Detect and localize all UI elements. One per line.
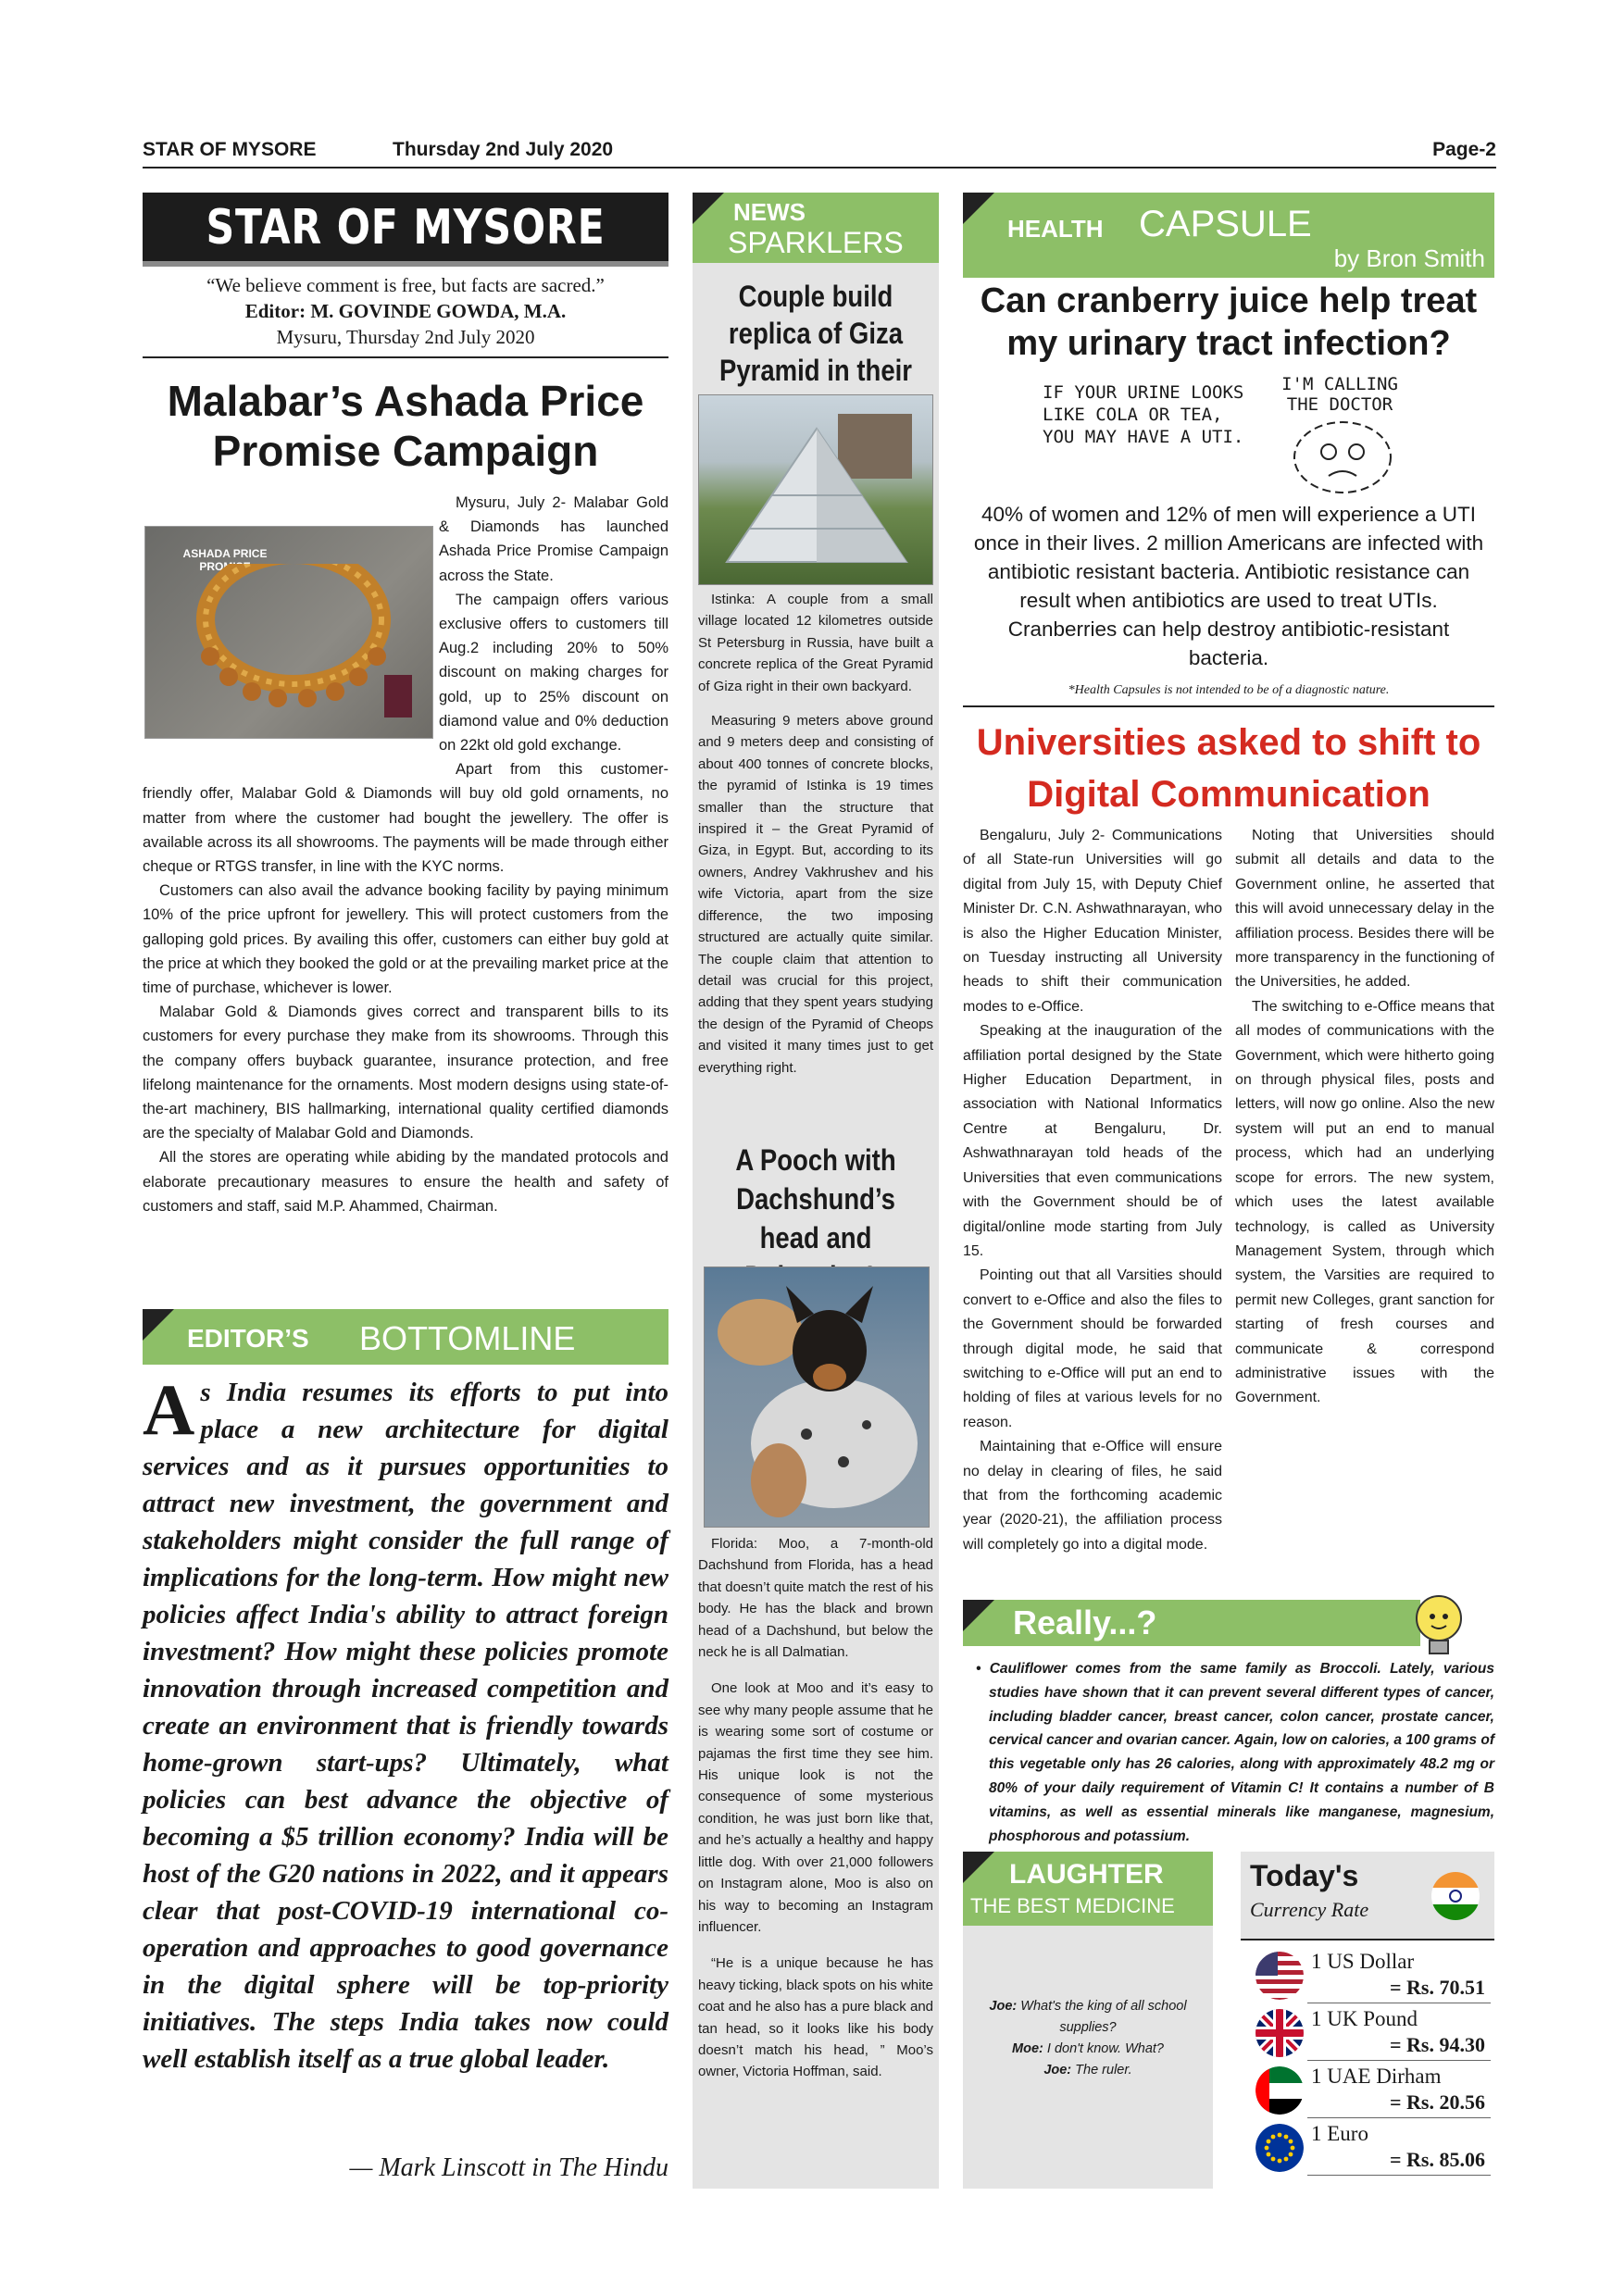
health-cartoon	[1018, 374, 1426, 498]
joke-punchline-text: The ruler.	[1075, 2063, 1132, 2078]
banner-corner-mark	[963, 1852, 994, 1883]
currency-name: 1 US Dollar	[1311, 1950, 1415, 1973]
health-banner	[963, 193, 1494, 278]
currency-name: 1 UAE Dirham	[1311, 2065, 1442, 2088]
universities-paragraph-4: Maintaining that e-Office will ensure no delay in clearing of files, he said that from the forthcoming academic year (2020-21), the affiliation process will completely go into a digital mode.	[963, 1439, 1222, 1553]
universities-paragraph-6: The switching to e-Office means that all modes of communications with the Government, which were hitherto going on through physical files, posts and letters, will now go online. Also the new system will put an end to manual process, which had an underlying scope for errors. The new system, which uses the latest available technology, is called as University Management System, through which system, the Varsities are required to permit new Colleges, grant sanction for starting of fresh courses and communicate & correspond administrative issues with the Government.	[1235, 998, 1494, 1406]
currency-value: = Rs. 70.51	[1390, 1976, 1485, 1999]
banner-corner-mark	[963, 193, 994, 224]
joke-speaker-2: Moe:	[1012, 2041, 1043, 2056]
currency-value: = Rs. 20.56	[1390, 2090, 1485, 2114]
bottomline-text: s India resumes its efforts to put into place a new architecture for digital services and as it pursues opportunities to attract new investment, the government and stakeholders might consider the full range of implications for the long-term. How might new policies affect India's ability to attract foreign investment? How might these policies promote innovation through increased competition and create an environment that is friendly towards home-grown start-ups? Ultimately, what policies can best advance the objective of becoming a $5 trillion economy? India will be host of the G20 nations in 2022, and it appears clear that post-COVID-19 international co-operation and approaches to good governance in the digital sphere will be top-priority initiatives. The steps India takes now could well establish itself as a true global leader.	[143, 1378, 668, 2074]
pooch-paragraph-1: Florida: Moo, a 7-month-old Dachshund from Florida, has a head that doesn’t quite match the rest of his body. He has the black and brown head of a Dachshund, but below the neck he is all Dalmatian.	[698, 1536, 933, 1661]
universities-paragraph-2: Speaking at the inauguration of the affiliation portal designed by the State Higher Education Department, in association with National Informatics Centre at Bengaluru, Dr. Ashwathnarayan told heads of the Universities that even communications with the Government should be of digital/online mode starting from July 15.	[963, 1023, 1222, 1259]
currency-subtitle: Currency Rate	[1250, 1898, 1369, 1921]
malabar-paragraph-1: Mysuru, July 2- Malabar Gold & Diamonds has launched Ashada Price Promise Campaign across the State.	[439, 494, 668, 584]
currency-row-usd	[1252, 1948, 1491, 2003]
health-label-light: CAPSULE	[1139, 204, 1312, 244]
health-headline: Can cranberry juice help treat my urinary tract infection?	[980, 281, 1478, 363]
banner-corner-mark	[963, 1600, 994, 1631]
row-divider	[1307, 2060, 1491, 2061]
dog-illustration	[705, 1267, 931, 1529]
joke-answer	[967, 2039, 1209, 2060]
universities-headline: Universities asked to shift to Digital Communication	[976, 722, 1481, 815]
pyramid-story	[698, 589, 933, 1079]
bottomline-label-bold: EDITOR’S	[187, 1324, 309, 1353]
really-fact	[963, 1657, 1494, 1848]
health-byline: by Bron Smith	[1333, 244, 1485, 272]
masthead-dateline: Mysuru, Thursday 2nd July 2020	[143, 326, 668, 358]
universities-column-1	[963, 824, 1222, 1557]
row-divider	[1307, 2175, 1491, 2176]
masthead-logo-text: STAR OF MYSORE	[206, 200, 606, 256]
worried-face-icon	[1287, 417, 1398, 496]
malabar-paragraph-5: Malabar Gold & Diamonds gives correct and transparent bills to its customers for every purchase they make from its showrooms. Through this the company offers buyback guarantee, insurance protection, and free lifelong maintenance for the ornaments. Most modern designs using state-of-the-art machinery, BIS hallmarking, international quality certified diamonds are the specialty of Malabar Gold and Diamonds.	[143, 1004, 668, 1142]
currency-title: Today's	[1250, 1859, 1359, 1892]
uae-flag-icon	[1255, 2066, 1304, 2115]
pooch-headline: A Pooch with Dachshund’s head and	[735, 1143, 896, 1254]
pyramid-headline: Couple build replica of Giza Pyramid in their	[719, 280, 912, 387]
joke-question-text: What's the king of all school supplies?	[1020, 1999, 1187, 2035]
banner-corner-mark	[143, 1309, 174, 1341]
laughter-banner	[963, 1852, 1213, 1926]
universities-paragraph-3: Pointing out that all Varsities should convert to e-Office and also the files to the Government should be forwarded through digital mode, he said that switching to e-Office will put an end to holding of files at various levels for no reason.	[963, 1267, 1222, 1430]
malabar-paragraph-2: The campaign offers various exclusive offers to customers till Aug.2 including 20% to 50% discount on making charges for gold, up to 25% discount on diamond value and 0% deduction on 22kt old gold exchange.	[439, 591, 668, 755]
currency-name: 1 UK Pound	[1311, 2007, 1418, 2030]
laughter-label-bottom: THE BEST MEDICINE	[970, 1894, 1175, 1917]
universities-paragraph-5: Noting that Universities should submit all details and data to the Government online, he asserted that this will avoid unnecessary delay in the affiliation process. Besides there will be more transparency in the functioning of the Universities, he added.	[1235, 828, 1494, 991]
uk-flag-icon	[1255, 2009, 1304, 2057]
malabar-photo-caption: ASHADA PRICE PROMISE	[182, 547, 268, 573]
currency-value: = Rs. 94.30	[1390, 2033, 1485, 2056]
currency-name: 1 Euro	[1311, 2122, 1368, 2145]
bottomline-dropcap: A	[143, 1369, 195, 1450]
really-label: Really...?	[1013, 1603, 1157, 1641]
banner-corner-mark	[693, 193, 724, 224]
universities-column-2	[1235, 824, 1494, 1411]
sparklers-label-top: NEWS	[733, 198, 806, 226]
pooch-paragraph-2: One look at Moo and it’s easy to see why many people assume that he is wearing some sort of costume or pajamas the first time they see him. His unique look is not the consequence of some mysterious condition, he was just born like that, and he’s actually a healthy and happy little dog. With over 21,000 followers on Instagram alone, Moo is also on his way to becoming an Instagram influencer.	[698, 1680, 933, 1935]
health-label-bold: HEALTH	[1007, 215, 1104, 243]
cartoon-left-text: IF YOUR URINE LOOKS LIKE COLA OR TEA, YOU MAY HAVE A UTI.	[1043, 382, 1244, 447]
row-divider	[1307, 2117, 1491, 2118]
sparklers-label-bottom: SPARKLERS	[728, 226, 904, 259]
joke-answer-text: I don't know. What?	[1046, 2041, 1164, 2056]
header-date: Thursday 2nd July 2020	[393, 139, 614, 160]
page-header	[143, 139, 1496, 168]
currency-value: = Rs. 85.06	[1390, 2148, 1485, 2171]
pyramid-illustration	[699, 395, 934, 586]
eu-flag-icon	[1255, 2124, 1304, 2172]
cartoon-right-text: I'M CALLING THE DOCTOR	[1281, 374, 1398, 415]
bottomline-editorial	[143, 1369, 668, 2078]
malabar-paragraph-4: Customers can also avail the advance booking facility by paying minimum 10% of the price upfront for jewellery. This will protect customers from the galloping gold prices. By availing this offer, customers can either buy gold at the price at which they booked the gold or at the prevailing market price at the time of purchase, whichever is lower.	[143, 882, 668, 997]
bottomline-banner	[143, 1309, 668, 1365]
header-page-number: Page-2	[1432, 139, 1496, 160]
bottomline-credit: — Mark Linscott in The Hindu	[349, 2153, 668, 2182]
currency-row-aed	[1252, 2063, 1491, 2118]
health-body: 40% of women and 12% of men will experience a UTI once in their lives. 2 million Americans are infected with antibiotic resistant bacteria. Antibiotic resistance can result when antibiotics are used to treat UTIs. Cranberries can help destroy antibiotic-resistant bacteria.	[973, 503, 1484, 669]
laughter-joke	[967, 1996, 1209, 2081]
masthead-logo	[143, 193, 668, 267]
pooch-paragraph-3: “He is a unique because he has heavy ticking, black spots on his white coat and he also has a pure black and tan head, so it looks like his body doesn’t match his head, ” Moo’s owner, Victoria Hoffman, said.	[698, 1955, 933, 2080]
joke-question	[967, 1996, 1209, 2039]
laughter-label-top: LAUGHTER	[1009, 1859, 1164, 1890]
masthead-editor: Editor: M. GOVINDE GOWDA, M.A.	[244, 300, 567, 322]
india-flag-icon	[1430, 1870, 1481, 1922]
currency-header	[1241, 1852, 1494, 1940]
sparklers-banner	[693, 193, 939, 263]
us-flag-icon	[1255, 1952, 1304, 2000]
joke-speaker-1: Joe:	[989, 1999, 1018, 2014]
malabar-headline: Malabar’s Ashada Price Promise Campaign	[167, 377, 644, 475]
pooch-photo	[704, 1267, 930, 1528]
currency-row-gbp	[1252, 2005, 1491, 2061]
bottomline-label-light: BOTTOMLINE	[359, 1319, 576, 1357]
malabar-paragraph-6: All the stores are operating while abiding by the mandated protocols and elaborate precautionary measures to ensure the health and safety of customers and staff, said M.P. Ahammed, Chairman.	[143, 1149, 668, 1215]
pyramid-paragraph-2: Measuring 9 meters above ground and 9 meters deep and consisting of about 400 tonnes of concrete blocks, the pyramid of Istinka is 19 times smaller than the structure that inspired it – the Great Pyramid of Giza, in Egypt. But, according to its owners, Andrey Vakhrushev and his wife Victoria, apart from the size difference, the two imposing structured are actually quite similar. The couple claim that attention to detail was crucial for this project, adding that they spent years studying the design of the Pyramid of Cheops and visited it many times just to get everything right.	[698, 713, 933, 1076]
universities-paragraph-1: Bengaluru, July 2- Communications of all State-run Universities will go digital from July 15, with Deputy Chief Minister Dr. C.N. Ashwathnarayan, who is also the Higher Education Minister, on Tuesday instructing all University heads to shift their communication modes to e-Office.	[963, 828, 1222, 1015]
health-note: *Health Capsules is not intended to be of a diagnostic nature.	[963, 683, 1494, 707]
pooch-story	[698, 1533, 933, 2083]
lightbulb-icon	[1404, 1589, 1474, 1663]
malabar-lead-indent-text	[143, 491, 668, 1218]
masthead-motto: “We believe comment is free, but facts are sacred.”	[206, 274, 605, 296]
pyramid-photo	[698, 394, 933, 585]
currency-row-eur	[1252, 2120, 1491, 2176]
bullet-icon: •	[976, 1661, 990, 1677]
joke-speaker-3: Joe:	[1043, 2063, 1072, 2078]
really-banner	[963, 1600, 1420, 1646]
really-text: Cauliflower comes from the same family as Broccoli. Lately, various studies have shown that it can prevent several different types of cancer, including bladder cancer, breast cancer, colon cancer, prostate cancer, cervical cancer and ovarian cancer. Again, low on calories, a 100 grams of this vegetable only has 26 calories, along with approximately 48.2 mg or 80% of your daily requirement of Vitamin C! It contains a number of B vitamins, as well as essential minerals like manganese, magnesium, phosphorous and potassium.	[989, 1661, 1494, 1844]
malabar-paragraph-3: Apart from this customer-friendly offer, Malabar Gold & Diamonds will buy old gold ornaments, no matter from where the customer had bought the jewellery. The offer is available across its all showrooms. The payments will be made through either cheque or RTGS transfer, in line with the KYC norms.	[143, 761, 668, 876]
pyramid-paragraph-1: Istinka: A couple from a small village located 12 kilometres outside St Petersburg in Russia, have built a concrete replica of the Great Pyramid of Giza right in their own backyard.	[698, 592, 933, 694]
joke-punchline	[967, 2060, 1209, 2081]
header-paper-name: STAR OF MYSORE	[143, 139, 317, 160]
